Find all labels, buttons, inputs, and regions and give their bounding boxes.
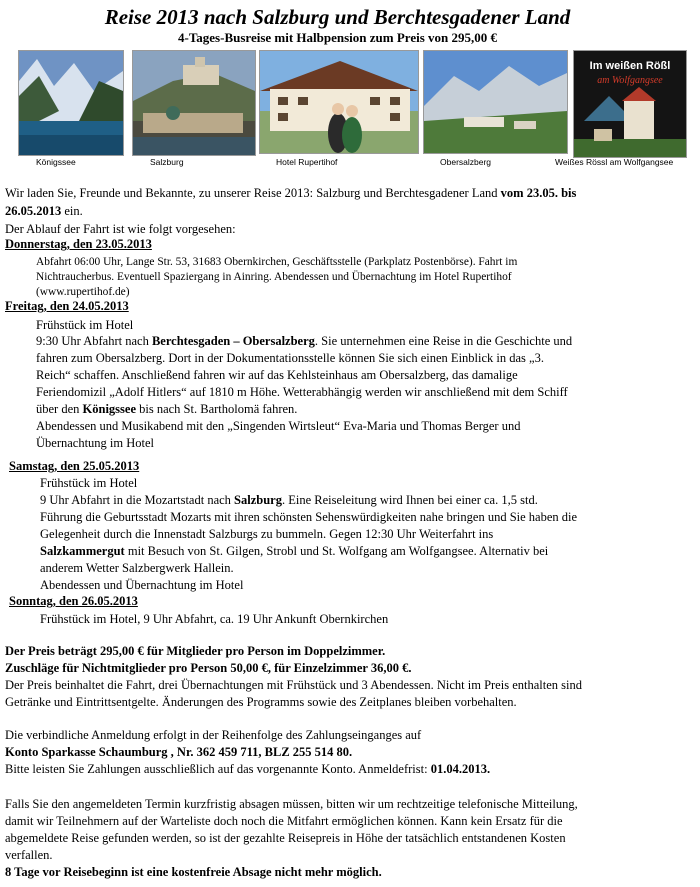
photo-hotel-rupertihof bbox=[259, 50, 419, 154]
sat-line-4: Gelegenheit durch die Innenstadt Salzburgs zu bummeln. Gegen 12:30 Uhr Weiterfahrt ins bbox=[40, 527, 494, 541]
photo-weisses-roessl bbox=[573, 50, 687, 158]
fri-line-1: Frühstück im Hotel bbox=[36, 318, 134, 332]
fri-line-7: Abendessen und Musikabend mit den „Singenden Wirtsleut“ Eva-Maria und Thomas Berger und bbox=[36, 419, 521, 433]
caption-roessl: Weißes Rössl am Wolfgangsee bbox=[555, 157, 674, 167]
payment-line-2: Konto Sparkasse Schaumburg , Nr. 362 459 711, BLZ 255 514 80. bbox=[5, 745, 353, 759]
intro-line-2: 26.05.2013 ein. bbox=[5, 204, 83, 218]
day-heading-sunday: Sonntag, den 26.05.2013 bbox=[9, 594, 138, 608]
sat-line-1: Frühstück im Hotel bbox=[40, 476, 138, 490]
intro-line-3: Der Ablauf der Fahrt ist wie folgt vorgesehen: bbox=[5, 222, 236, 236]
sat-line-5: Salzkammergut mit Besuch von St. Gilgen, Strobl und St. Wolfgang am Wolfgangsee. Alternativ bei bbox=[40, 544, 549, 558]
day-heading-thursday: Donnerstag, den 23.05.2013 bbox=[5, 237, 152, 251]
day-heading-saturday: Samstag, den 25.05.2013 bbox=[9, 459, 140, 473]
day-heading-friday: Freitag, den 24.05.2013 bbox=[5, 299, 129, 313]
payment-line-3: Bitte leisten Sie Zahlungen ausschließlich auf das vorgenannte Konto. Anmeldefrist: 01.04.2013. bbox=[5, 762, 491, 776]
fri-line-8: Übernachtung im Hotel bbox=[36, 436, 155, 450]
cancel-line-3: abgemeldete Reise gefunden werden, so ist der gezahlte Reisepreis in Höhe der tatsächlich entstandenen Kosten bbox=[5, 831, 566, 845]
sat-line-3: Führung die Geburtsstadt Mozarts mit ihren schönsten Sehenswürdigkeiten nahe bringen und Sie haben die bbox=[40, 510, 578, 524]
sat-line-2: 9 Uhr Abfahrt in die Mozartstadt nach Salzburg. Eine Reiseleitung wird Ihnen bei einer ca. 1,5 std. bbox=[40, 493, 538, 507]
fri-line-3: fahren zum Obersalzberg. Dort in der Dokumentationsstelle können Sie sich einen Einblick in das „3. bbox=[36, 351, 544, 365]
overlay-text-2: am Wolfgangsee bbox=[597, 75, 663, 86]
thu-line-1: Abfahrt 06:00 Uhr, Lange Str. 53, 31683 Obernkirchen, Geschäftsstelle (Parkplatz Postenbörse). Fahrt im bbox=[36, 256, 518, 268]
sat-line-6: anderem Wetter Salzbergwerk Hallein. bbox=[40, 561, 234, 575]
thu-line-2: Nichtraucherbus. Eventuell Spaziergang in Ainring. Abendessen und Übernachtung im Hotel Rupertihof bbox=[36, 271, 512, 283]
caption-obersalzberg: Obersalzberg bbox=[440, 157, 492, 167]
photo-salzburg bbox=[132, 50, 256, 156]
page-title: Reise 2013 nach Salzburg und Berchtesgadener Land bbox=[104, 5, 571, 29]
fri-line-2: 9:30 Uhr Abfahrt nach Berchtesgaden – Obersalzberg. Sie unternehmen eine Reise in die Geschichte und bbox=[36, 334, 573, 348]
caption-salzburg: Salzburg bbox=[150, 157, 184, 167]
photo-koenigssee bbox=[18, 50, 124, 156]
thu-line-3: (www.rupertihof.de) bbox=[36, 286, 130, 298]
overlay-text-1: Im weißen Rößl bbox=[589, 60, 671, 72]
caption-hotel: Hotel Rupertihof bbox=[276, 157, 338, 167]
cancel-line-5: 8 Tage vor Reisebeginn ist eine kostenfreie Absage nicht mehr möglich. bbox=[5, 865, 382, 879]
cancel-line-4: verfallen. bbox=[5, 848, 53, 862]
price-line-3: Der Preis beinhaltet die Fahrt, drei Übernachtungen mit Frühstück und 3 Abendessen. Nicht im Preis enthalten sind bbox=[5, 678, 582, 692]
caption-koenigssee: Königssee bbox=[36, 157, 76, 167]
cancel-line-2: damit wir Teilnehmern auf der Warteliste doch noch die Mitfahrt ermöglichen können. Kann kein Ersatz für die bbox=[5, 814, 563, 828]
payment-line-1: Die verbindliche Anmeldung erfolgt in der Reihenfolge des Zahlungseinganges auf bbox=[5, 728, 422, 742]
intro-line-1: Wir laden Sie, Freunde und Bekannte, zu unserer Reise 2013: Salzburg und Berchtesgadener Land vom 23.05. bis bbox=[5, 186, 577, 200]
fri-line-5: Feriendomizil „Adolf Hitlers“ auf 1810 m Höhe. Wetterabhängig werden wir anschließend mit dem Schiff bbox=[36, 385, 568, 399]
sun-line-1: Frühstück im Hotel, 9 Uhr Abfahrt, ca. 19 Uhr Ankunft Obernkirchen bbox=[40, 612, 389, 626]
sat-line-7: Abendessen und Übernachtung im Hotel bbox=[40, 578, 244, 592]
fri-line-6: über den Königssee bis nach St. Bartholomä fahren. bbox=[36, 402, 298, 416]
fri-line-4: Reich“ schaffen. Anschließend fahren wir auf das Kehlsteinhaus am Obersalzberg, das damalige bbox=[36, 368, 518, 382]
price-line-4: Getränke und Eintrittsentgelte. Änderungen des Programms sowie des Zeitplanes bleiben vorbehalten. bbox=[5, 695, 517, 709]
price-line-1: Der Preis beträgt 295,00 € für Mitglieder pro Person im Doppelzimmer. bbox=[5, 644, 386, 658]
price-line-2: Zuschläge für Nichtmitglieder pro Person 50,00 €, für Einzelzimmer 36,00 €. bbox=[5, 661, 412, 675]
photo-obersalzberg bbox=[423, 50, 568, 154]
cancel-line-1: Falls Sie den angemeldeten Termin kurzfristig absagen müssen, bitten wir um rechtzeitige telefonische Mitteilung, bbox=[5, 797, 578, 811]
page-subtitle: 4-Tages-Busreise mit Halbpension zum Preis von 295,00 € bbox=[177, 30, 497, 45]
